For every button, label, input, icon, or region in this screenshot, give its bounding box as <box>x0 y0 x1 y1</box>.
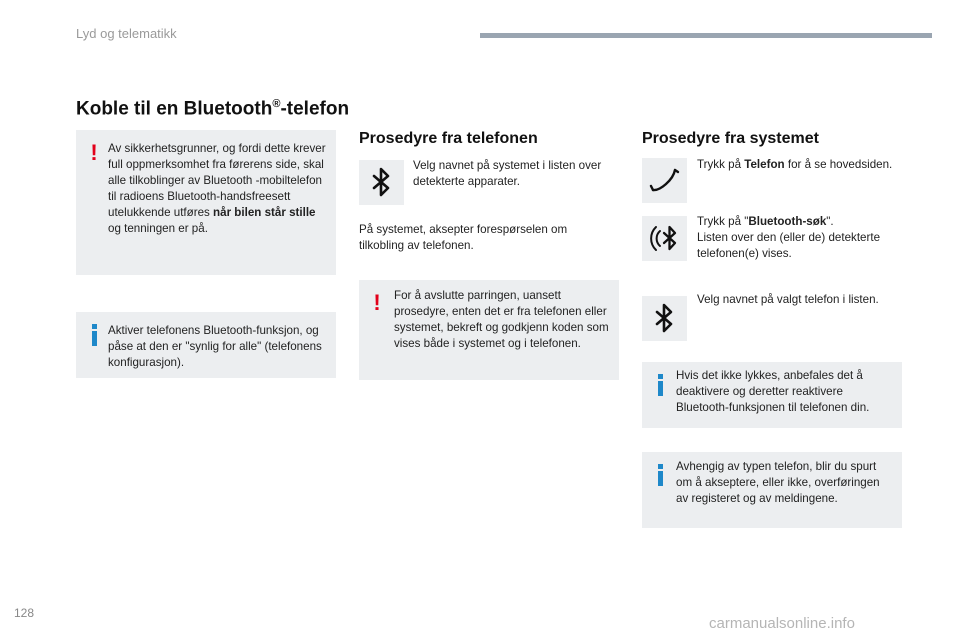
warning-icon: ! <box>90 140 98 165</box>
system-procedure-bluetooth-search-box <box>642 216 687 261</box>
info-icon <box>655 464 665 486</box>
phone-icon <box>642 158 687 203</box>
title-text: Koble til en Bluetooth <box>76 98 273 120</box>
transfer-contacts-info-text: Avhengig av typen telefon, blir du spurt om å akseptere, eller ikke, overføringen av registeret og av meldingene. <box>676 460 880 505</box>
system-procedure-bluetooth-box <box>642 296 687 341</box>
bluetooth-icon <box>642 296 687 341</box>
system-procedure-step-1 <box>697 157 897 173</box>
header-bar <box>480 33 932 38</box>
watermark: carmanualsonline.info <box>709 615 855 632</box>
phone-procedure-heading: Prosedyre fra telefonen <box>359 130 538 147</box>
safety-warning-post: og tenningen er på. <box>108 222 208 235</box>
page-title <box>76 98 349 120</box>
title-suffix: -telefon <box>280 98 350 120</box>
info-icon <box>89 324 99 346</box>
system-procedure-heading: Prosedyre fra systemet <box>642 130 819 147</box>
safety-warning-box <box>76 130 336 275</box>
phone-procedure-bluetooth-box <box>359 160 404 205</box>
transfer-contacts-info-box <box>642 452 902 528</box>
pairing-code-warning-box <box>359 280 619 380</box>
system-procedure-step-2 <box>697 214 902 262</box>
system-procedure-step-3: Velg navnet på valgt telefon i listen. <box>697 293 879 306</box>
step-1-post: for å se hovedsiden. <box>784 158 893 171</box>
step-1-pre: Trykk på <box>697 158 745 171</box>
bluetooth-search-icon <box>642 216 687 261</box>
bluetooth-search-label: Bluetooth-søk <box>748 215 827 228</box>
info-icon <box>655 374 665 396</box>
safety-warning-text <box>108 141 326 237</box>
reactivate-bluetooth-info-text: Hvis det ikke lykkes, anbefales det å deaktivere og deretter reaktivere Bluetooth-funksjonen til telefonen din. <box>676 369 870 414</box>
page-number: 128 <box>14 606 35 620</box>
system-procedure-phone-box <box>642 158 687 203</box>
section-label: Lyd og telematikk <box>76 26 177 41</box>
step-2-line-2: Listen over den (eller de) detekterte telefonen(e) vises. <box>697 231 881 260</box>
telefon-label: Telefon <box>744 158 785 171</box>
safety-warning-pre: Av sikkerhetsgrunner, og fordi dette krever full oppmerksomhet fra førerens side, skal alle tilkoblinger av Bluetooth -mobiltelefon til radioens Bluetooth-handsfreesett utelukkende utføres <box>108 142 326 219</box>
step-2-pre: Trykk på " <box>697 215 749 228</box>
pairing-code-warning-text: For å avslutte parringen, uansett prosedyre, enten det er fra telefonen eller systemet, bekreft og godkjenn koden som vises både i systemet og i telefonen. <box>394 289 609 350</box>
title-registered-mark: ® <box>272 98 281 110</box>
safety-warning-bold: når bilen står stille <box>213 206 316 219</box>
bluetooth-visibility-info-box <box>76 312 336 378</box>
phone-procedure-step-1: Velg navnet på systemet i listen over detekterte apparater. <box>413 159 602 188</box>
bluetooth-visibility-info-text: Aktiver telefonens Bluetooth-funksjon, og påse at den er "synlig for alle" (telefonens konfigurasjon). <box>108 324 322 369</box>
phone-procedure-accept-text: På systemet, aksepter forespørselen om tilkobling av telefonen. <box>359 223 568 252</box>
bluetooth-icon <box>359 160 404 205</box>
step-2-post: ". <box>826 215 834 228</box>
warning-icon: ! <box>373 290 381 315</box>
reactivate-bluetooth-info-box <box>642 362 902 428</box>
